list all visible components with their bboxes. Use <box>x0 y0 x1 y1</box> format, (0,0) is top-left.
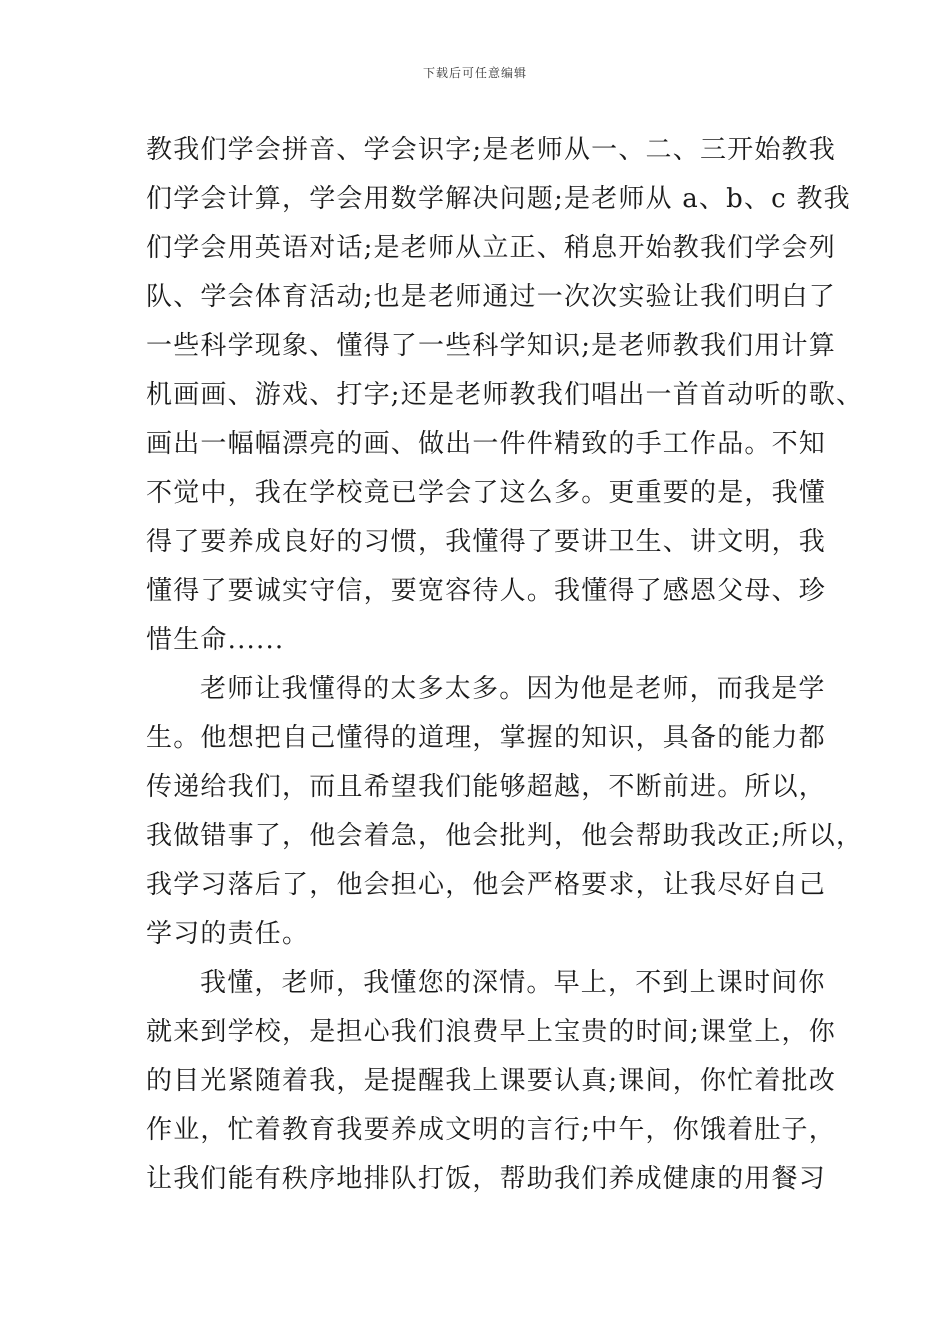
text-line: 队、学会体育活动;也是老师通过一次次实验让我们明白了 <box>146 282 836 312</box>
text-line: 的目光紧随着我，是提醒我上课要认真;课间，你忙着批改 <box>146 1066 836 1096</box>
text-line: 教我们学会拼音、学会识字;是老师从一、二、三开始教我 <box>146 135 836 165</box>
text-line: 学习的责任。 <box>146 919 310 949</box>
text-line: 们学会用英语对话;是老师从立正、稍息开始教我们学会列 <box>146 233 836 263</box>
text-line: 传递给我们，而且希望我们能够超越，不断前进。所以， <box>146 772 827 802</box>
text-line: 得了要养成良好的习惯，我懂得了要讲卫生、讲文明，我 <box>146 527 827 557</box>
text-line: 我学习落后了，他会担心，他会严格要求，让我尽好自己 <box>146 870 827 900</box>
text-line: 让我们能有秩序地排队打饭，帮助我们养成健康的用餐习 <box>146 1164 827 1194</box>
text-line: 懂得了要诚实守信，要宽容待人。我懂得了感恩父母、珍 <box>146 576 827 606</box>
text-line: 我做错事了，他会着急，他会批判，他会帮助我改正;所以， <box>146 821 864 851</box>
paragraph-first-line: 我懂，老师，我懂您的深情。早上，不到上课时间你 <box>200 968 826 998</box>
text-line: 就来到学校，是担心我们浪费早上宝贵的时间;课堂上，你 <box>146 1017 836 1047</box>
text-line: 画出一幅幅漂亮的画、做出一件件精致的手工作品。不知 <box>146 429 827 459</box>
paragraph-first-line: 老师让我懂得的太多太多。因为他是老师，而我是学 <box>200 674 826 704</box>
text-line: 机画画、游戏、打字;还是老师教我们唱出一首首动听的歌、 <box>146 380 864 410</box>
page-header: 下载后可任意编辑 <box>422 66 527 80</box>
text-line: 不觉中，我在学校竟已学会了这么多。更重要的是，我懂 <box>146 478 827 508</box>
text-line: 一些科学现象、懂得了一些科学知识;是老师教我们用计算 <box>146 331 836 361</box>
text-line: 惜生命...... <box>146 625 285 655</box>
text-line: 们学会计算，学会用数学解决问题;是老师从 a、b、c 教我 <box>146 184 851 214</box>
text-line: 作业，忙着教育我要养成文明的言行;中午，你饿着肚子， <box>146 1115 836 1145</box>
text-line: 生。他想把自己懂得的道理，掌握的知识，具备的能力都 <box>146 723 827 753</box>
body-text <box>146 126 864 1204</box>
